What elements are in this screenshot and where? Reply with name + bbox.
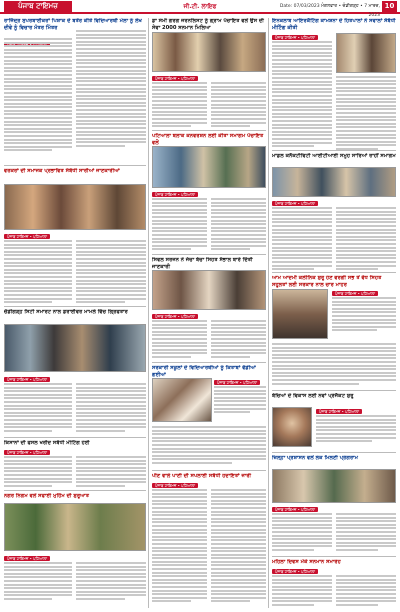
article-body — [336, 513, 396, 553]
article — [152, 257, 266, 271]
news-photo — [272, 289, 328, 339]
news-photo — [152, 270, 266, 310]
article-body — [211, 489, 266, 604]
news-photo — [272, 469, 396, 503]
article-body — [76, 240, 146, 305]
column-divider — [268, 18, 269, 608]
article-divider — [4, 165, 146, 166]
section-title: ਜੀ.ਟੀ. ਲਾਇਫ — [183, 3, 217, 10]
article-body — [336, 207, 396, 272]
dateline-tag: ਪੰਜਾਬ ਟਾਇਮਜ਼ • ਪਟਿਆਲਾ — [152, 483, 198, 488]
article-divider — [272, 390, 396, 391]
news-photo — [152, 146, 266, 188]
article-divider — [152, 470, 266, 471]
newspaper-logo: ਪੰਜਾਬ ਟਾਇਮਜ਼ — [4, 1, 72, 12]
article-body — [76, 383, 146, 433]
dateline-tag: ਪੰਜਾਬ ਟਾਇਮਜ਼ • ਪਟਿਆਲਾ — [332, 291, 378, 296]
article-divider — [152, 130, 266, 131]
article-body — [272, 575, 332, 607]
article — [152, 365, 266, 379]
news-photo — [272, 407, 312, 447]
article-body — [272, 513, 332, 553]
page-number: 10 — [382, 1, 397, 12]
article — [272, 275, 396, 289]
article — [272, 18, 396, 32]
news-photo — [4, 324, 146, 372]
article-body — [152, 320, 207, 360]
dateline-tag: ਪੰਜਾਬ ਟਾਇਮਜ਼ • ਪਟਿਆਲਾ — [272, 569, 318, 574]
article-body — [316, 415, 396, 444]
column-divider — [148, 18, 149, 608]
article-body — [4, 383, 72, 433]
article — [152, 133, 266, 147]
article-body — [4, 240, 72, 305]
article-divider — [272, 150, 396, 151]
article-headline: ਮਹਿਲਾ ਦਿਵਸ ਮੌਕੇ ਸਨਮਾਨ ਸਮਾਰੋਹ — [272, 559, 341, 565]
article-body — [152, 426, 266, 466]
news-photo — [336, 33, 396, 73]
article-headline: ਸਿਵਲ ਸਰਜਨ ਨੇ ਜੱਚਾ ਬੱਚਾ ਸਿਹਤ ਸੰਭਾਲ ਬਾਰੇ ਦਿੱਤੀ ਜਾਣਕਾਰੀ — [152, 257, 253, 270]
article-divider — [272, 556, 396, 557]
article-divider — [152, 254, 266, 255]
article-headline: ਪਟਿਆਲਾ ਬਲਾਕ ਕਨਵਰਸ਼ਨ ਲਈ ਕੀਤਾ ਸਮਾਗਮ ਪੰਚਾਇਤ ਵਲੋਂ — [152, 133, 264, 146]
dateline-tag: ਪੰਜਾਬ ਟਾਇਮਜ਼ • ਪਟਿਆਲਾ — [4, 556, 50, 561]
dateline-tag: ਪੰਜਾਬ ਟਾਇਮਜ਼ • ਪਟਿਆਲਾ — [316, 409, 362, 414]
article-divider — [272, 272, 396, 273]
article-body — [272, 343, 396, 386]
masthead — [0, 0, 400, 18]
article-body — [4, 456, 72, 488]
article-divider — [152, 362, 266, 363]
dateline-tag: ਪੰਜਾਬ ਟਾਇਮਜ਼ • ਪਟਿਆਲਾ — [152, 76, 198, 81]
article-body — [4, 38, 72, 153]
dateline-tag: ਪੰਜਾਬ ਟਾਇਮਜ਼ • ਪਟਿਆਲਾ — [272, 507, 318, 512]
article-headline: ਆਮ ਆਦਮੀ ਕਲੀਨਿਕ ਸ਼ੁਰੂ ਹੋਣ ਵਰਗੀ ਸਭ ਤੋਂ ਵੱਧ ਸਿਹਤ ਸਹੂਲਤਾਂ ਲਈ ਸਰਕਾਰ ਨਾਲ ਚਾਰ ਮਾਹਰ — [272, 275, 382, 288]
article-body — [152, 489, 207, 604]
dateline-tag: ਪੰਜਾਬ ਟਾਇਮਜ਼ • ਪਟਿਆਲਾ — [152, 314, 198, 319]
article-headline: ਸਰਕਾਰੀ ਸਕੂਲਾਂ ਦੇ ਵਿਦਿਆਰਥੀਆਂ ਨੂੰ ਕਿਤਾਬਾਂ ਵੰਡੀਆਂ ਗਈਆਂ — [152, 365, 257, 378]
article-divider — [272, 452, 396, 453]
date-line: Date: 07/03/2023 ਮੰਗਲਵਾਰ • ਚੰਡੀਗੜ੍ਹ • 7 ਮਾਰਚ, 2023 — [279, 4, 380, 18]
article-body — [332, 297, 396, 333]
article-body — [152, 82, 207, 129]
article-headline: ਕਿਸਾਨਾਂ ਦੀ ਫਸਲ ਖਰੀਦ ਸਬੰਧੀ ਮੀਟਿੰਗ ਹੋਈ — [4, 440, 90, 446]
article-headline: ਡਾ ਸੋਮੀ ਗਰਗ ਜਰਨਲਿਸਟ ਨੂੰ ਗ੍ਰਾਮ ਪੰਚਾਇਤ ਵਲੋਂ ਉਸ ਦੀ ਸੇਵਾ 2000 ਸਨਮਾਨ ਮਿਲਿਆ — [152, 18, 264, 31]
article-divider — [4, 437, 146, 438]
dateline-tag: ਪੰਜਾਬ ਟਾਇਮਜ਼ • ਪਟਿਆਲਾ — [214, 380, 260, 385]
article — [272, 393, 396, 407]
article-body — [211, 198, 266, 252]
article-body — [211, 320, 266, 360]
article-body — [214, 386, 266, 415]
article-body — [272, 41, 332, 149]
news-photo — [272, 167, 396, 197]
article-headline: ਰਾਜਿੰਦ੍ਰ ਸੁਪਰਬਾਈਕਰਾਂ ਪਿਸ਼ਾਕ ਦੇ ਬਤੌਰ ਕੀਤੇ ਵਿਦਿਆਰਥੀ ਮੇਲਾ ਨੂੰ ਲੇਖ ਦੀਵੇ ਨੂੰ ਵਿਚਾਰ ਮੰਤਰ ਮਿੱਤਰ — [4, 18, 142, 31]
article-body — [152, 198, 207, 252]
article-body — [76, 562, 146, 602]
article-headline: ਇਨਕਲਾਬ ਆਇਰਕੈਟਿੰਗ ਕਾਮਸ਼ਨਾ ਦੇ ਹਿਤਪਾਲਾਂ ਨੇ ਸਵਾਲਾਂ ਸੰਬੰਧੀ ਮੀਟਿੰਗ ਕੀਤੀ — [272, 18, 396, 31]
dateline-tag: ਪੰਜਾਬ ਟਾਇਮਜ਼ • ਪਟਿਆਲਾ — [4, 450, 50, 455]
news-photo — [4, 184, 146, 230]
article-divider — [4, 306, 146, 307]
article-body — [76, 30, 146, 149]
dateline-tag: ਪੰਜਾਬ ਟਾਇਮਜ਼ • ਪਟਿਆਲਾ — [152, 192, 198, 197]
article-divider — [4, 490, 146, 491]
article-headline: ਜ਼ਿਲ੍ਹਾ ਪ੍ਰਸ਼ਾਸਨ ਵਲੋਂ ਲੋਕ ਮਿਲਣੀ ਪ੍ਰੋਗਰਾਮ — [272, 455, 359, 461]
article-body — [336, 76, 396, 151]
article-body — [272, 207, 332, 272]
dateline-tag: ਪੰਜਾਬ ਟਾਇਮਜ਼ • ਪਟਿਆਲਾ — [272, 35, 318, 40]
news-photo — [152, 378, 212, 422]
article-headline: ਵਰਕਰਾਂ ਦੀ ਸਮਾਜਕ ਪ੍ਰਭਾਵਿਤ ਸੰਬੰਧੀ ਸਾਰੀਆਂ ਜਾਣਕਾਰੀਆਂ — [4, 168, 120, 174]
article-headline: ਬੱਚਿਆਂ ਦੇ ਵਿਕਾਸ ਲਈ ਨਵਾਂ ਪ੍ਰੋਜੈਕਟ ਸ਼ੁਰੂ — [272, 393, 354, 399]
dateline-tag: ਪੰਜਾਬ ਟਾਇਮਜ਼ • ਪਟਿਆਲਾ — [4, 234, 50, 239]
article — [272, 153, 396, 167]
article — [272, 455, 396, 469]
article-headline: ਨਗਰ ਨਿਗਮ ਵਲੋਂ ਸਫਾਈ ਮੁਹਿੰਮ ਦੀ ਸ਼ੁਰੂਆਤ — [4, 493, 90, 499]
article-body — [211, 82, 266, 129]
dateline-tag: ਪੰਜਾਬ ਟਾਇਮਜ਼ • ਪਟਿਆਲਾ — [272, 201, 318, 206]
article-headline: ਮਾਡਲ ਕਨੈਕਟੀਵਿਟੀ ਆਈਟੀਆਈ ਸਮੂਹ ਸਾਰਿਆਂ ਰਾਹੀਂ ਸਮਾਗਮ — [272, 153, 396, 159]
news-photo — [4, 503, 146, 551]
article-body — [336, 575, 396, 607]
article — [152, 18, 266, 32]
article-headline: ਚੰਡੀਗੜ੍ਹ ਸਿਟੀ ਸਮਾਰਟ ਨਾਲ ਡਰਾਈਵਰ ਮਾਮਲੇ ਵਿੱਚ ਗ੍ਰਿਫਤਾਰ — [4, 309, 128, 315]
news-photo — [152, 32, 266, 72]
article-body — [76, 456, 146, 488]
article-body — [4, 562, 72, 602]
article-headline: ਪੀਣ ਵਾਲੇ ਪਾਣੀ ਦੀ ਸਪਲਾਈ ਸਬੰਧੀ ਹਦਾਇਤਾਂ ਜਾਰੀ — [152, 473, 252, 479]
dateline-tag: ਪੰਜਾਬ ਟਾਇਮਜ਼ • ਪਟਿਆਲਾ — [4, 377, 50, 382]
